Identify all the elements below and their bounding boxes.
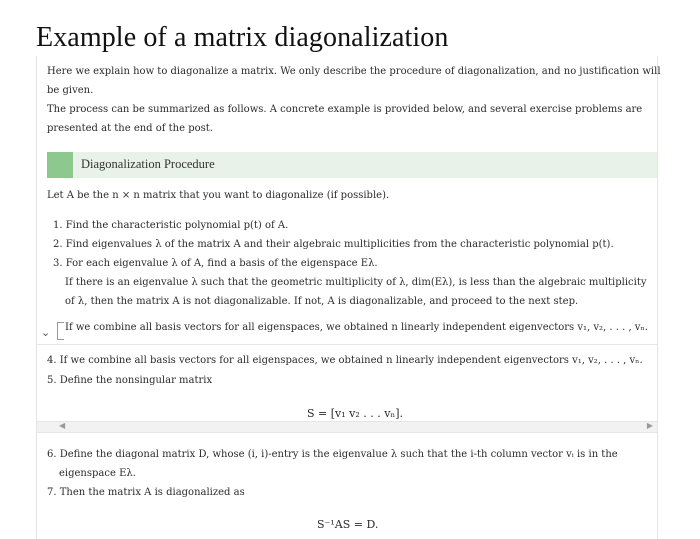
scroll-left-arrow-icon[interactable]: ◀ bbox=[59, 421, 66, 430]
intro-paragraph-2-line-1: The process can be summarized as follows. A concrete example is provided below, and several exercise problems are bbox=[47, 104, 643, 115]
scroll-right-arrow-icon[interactable]: ▶ bbox=[646, 421, 653, 430]
section-header-label: Diagonalization Procedure bbox=[81, 157, 215, 171]
step-3-note-line-2: of λ, then the matrix A is not diagonalizable. If not, A is diagonalizable, and proceed to the next step. bbox=[65, 296, 579, 307]
step-6-line-1: 6. Define the diagonal matrix D, whose (i, i)-entry is the eigenvalue λ such that the i-th column vector vᵢ is in the bbox=[47, 449, 618, 460]
content-panel-bottom bbox=[36, 344, 658, 539]
section-lead: Let A be the n × n matrix that you want to diagonalize (if possible). bbox=[47, 190, 390, 201]
intro-paragraph-1-line-2: be given. bbox=[47, 85, 94, 96]
equation-diagonalization: S⁻¹AS = D. bbox=[317, 518, 379, 531]
horizontal-scrollbar[interactable] bbox=[37, 421, 657, 433]
collapse-chevron-icon[interactable]: ⌄ bbox=[41, 326, 51, 339]
step-2: 2. Find eigenvalues λ of the matrix A and their algebraic multiplicities from the characteristic polynomial p(t). bbox=[53, 239, 614, 250]
section-header-swatch bbox=[47, 152, 73, 178]
equation-s-matrix: S = [v₁ v₂ . . . vₙ]. bbox=[307, 407, 404, 420]
step-3-note-line-1: If there is an eigenvalue λ such that the geometric multiplicity of λ, dim(Eλ), is less than the algebraic multiplicity bbox=[65, 277, 647, 288]
step-3: 3. For each eigenvalue λ of A, find a basis of the eigenspace Eλ. bbox=[53, 258, 378, 269]
step-5: 5. Define the nonsingular matrix bbox=[47, 375, 213, 386]
step-3-overflow-line: If we combine all basis vectors for all eigenspaces, we obtained n linearly independent eigenvectors v₁, v₂, . . . , vₙ. bbox=[65, 322, 648, 333]
step-1: 1. Find the characteristic polynomial p(t) of A. bbox=[53, 220, 289, 231]
section-header bbox=[47, 152, 657, 178]
overflow-bracket bbox=[57, 322, 64, 340]
step-7: 7. Then the matrix A is diagonalized as bbox=[47, 487, 245, 498]
step-4: 4. If we combine all basis vectors for all eigenspaces, we obtained n linearly independent eigenvectors v₁, v₂, . . . , vₙ. bbox=[47, 355, 643, 366]
step-6-line-2: eigenspace Eλ. bbox=[59, 468, 136, 479]
intro-paragraph-1-line-1: Here we explain how to diagonalize a matrix. We only describe the procedure of diagonalization, and no justification will bbox=[47, 66, 661, 77]
page-title: Example of a matrix diagonalization bbox=[36, 22, 449, 53]
content-panel-top bbox=[36, 56, 661, 344]
intro-paragraph-2-line-2: presented at the end of the post. bbox=[47, 123, 213, 134]
